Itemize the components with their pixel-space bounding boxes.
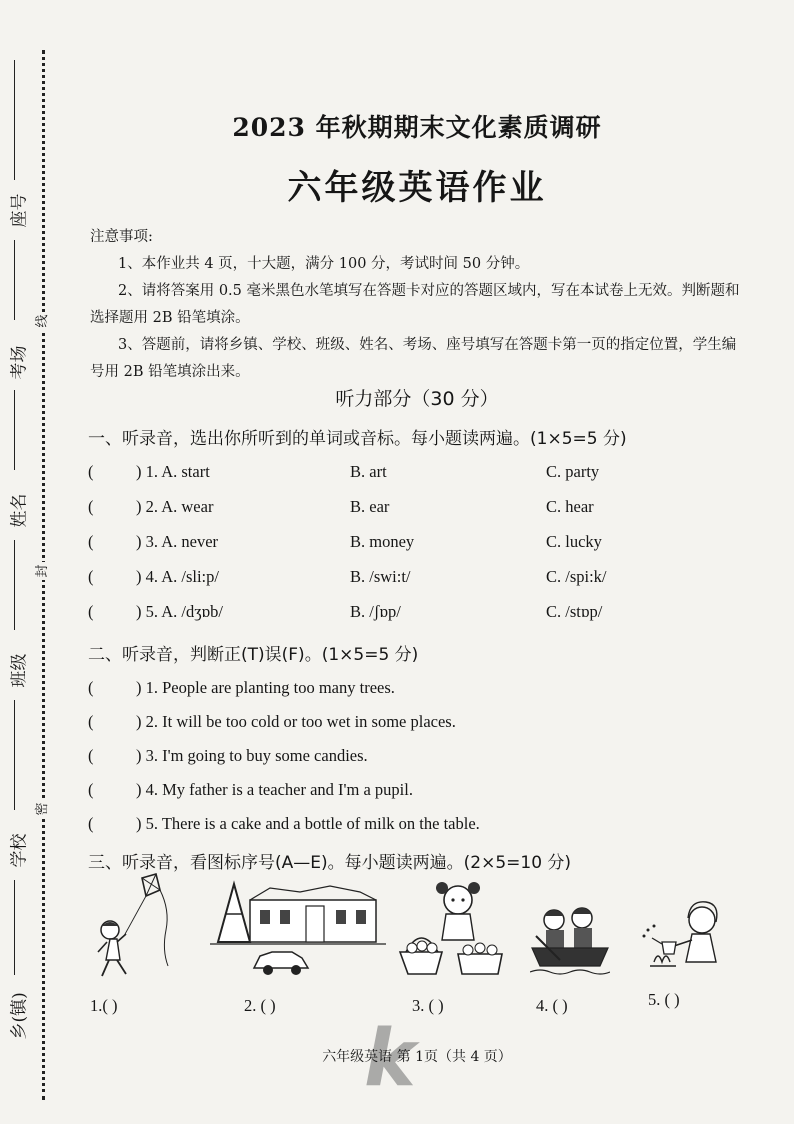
picture-answer-5[interactable]: 5. ( ) bbox=[648, 990, 680, 1009]
seal-word-secret: 密 bbox=[34, 800, 52, 818]
section1-question bbox=[88, 602, 748, 628]
seal-word-seal: 封 bbox=[34, 562, 52, 580]
town-line bbox=[14, 880, 15, 975]
answer-paren[interactable]: ( bbox=[88, 567, 94, 586]
class-line bbox=[14, 540, 15, 630]
picture-answer-1[interactable]: 1.( ) bbox=[90, 996, 118, 1015]
section2-question bbox=[88, 814, 748, 840]
statement-text: ) 5. There is a cake and a bottle of milk on the table. bbox=[136, 814, 480, 833]
option-a: ) 1. A. start bbox=[136, 462, 210, 481]
option-b: B. money bbox=[350, 532, 415, 551]
section3-heading: 三、听录音，看图标序号(A—E)。每小题读两遍。(2×5=10 分) bbox=[88, 853, 572, 873]
room-line bbox=[14, 240, 15, 320]
notes-block bbox=[90, 224, 750, 386]
statement-text: ) 3. I'm going to buy some candies. bbox=[136, 746, 368, 765]
answer-paren[interactable]: ( bbox=[88, 497, 94, 516]
note-item: 2、请将答案用 0.5 毫米黑色水笔填写在答题卡对应的答题区域内，写在本试卷上无效。判断题和选择题用 2B 铅笔填涂。 bbox=[90, 283, 740, 326]
option-a: ) 5. A. /dʒɒb/ bbox=[136, 602, 223, 621]
answer-paren[interactable]: ( bbox=[88, 712, 94, 731]
girl-watering-plant-icon bbox=[640, 870, 730, 982]
option-c: C. /spi:k/ bbox=[546, 567, 607, 586]
option-b: B. /swi:t/ bbox=[350, 567, 411, 586]
section2-question bbox=[88, 678, 748, 704]
option-b: B. ear bbox=[350, 497, 390, 516]
statement-text: ) 4. My father is a teacher and I'm a pupil. bbox=[136, 780, 413, 799]
children-rowing-boat-icon bbox=[530, 870, 610, 982]
school-line bbox=[14, 700, 15, 810]
town-label: 乡(镇) bbox=[9, 992, 30, 1040]
picture-answer-3[interactable]: 3. ( ) bbox=[412, 996, 444, 1015]
class-label: 班级 bbox=[9, 653, 30, 688]
picture-answer-2[interactable]: 2. ( ) bbox=[244, 996, 276, 1015]
option-b: B. /ʃɒp/ bbox=[350, 602, 401, 621]
section1-heading: 一、听录音，选出你所听到的单词或音标。每小题读两遍。(1×5=5 分) bbox=[88, 429, 627, 449]
option-b: B. art bbox=[350, 462, 387, 481]
section2-heading: 二、听录音，判断正(T)误(F)。(1×5=5 分) bbox=[88, 645, 419, 665]
name-label: 姓名 bbox=[9, 493, 30, 528]
section1-question bbox=[88, 462, 748, 488]
option-c: C. party bbox=[546, 462, 600, 481]
park-gate-and-car-icon bbox=[210, 870, 386, 982]
statement-text: ) 1. People are planting too many trees. bbox=[136, 678, 395, 697]
seal-word-line: 线 bbox=[34, 312, 52, 330]
girl-with-fruit-baskets-icon bbox=[396, 870, 506, 982]
option-a: ) 4. A. /sli:p/ bbox=[136, 567, 219, 586]
section2-question bbox=[88, 780, 748, 806]
answer-paren[interactable]: ( bbox=[88, 462, 94, 481]
note-item: 1、本作业共 4 页，十大题，满分 100 分，考试时间 50 分钟。 bbox=[118, 256, 530, 272]
option-c: C. /stɒp/ bbox=[546, 602, 603, 621]
option-a: ) 3. A. never bbox=[136, 532, 219, 551]
section1-question bbox=[88, 567, 748, 593]
section2-question bbox=[88, 712, 748, 738]
page-footer: 六年级英语 第 1页（共 4 页） bbox=[322, 1049, 512, 1065]
watermark-logo: k bbox=[364, 1014, 416, 1104]
note-item: 3、答题前，请将乡镇、学校、班级、姓名、考场、座号填写在答题卡第一页的指定位置，学生编号用 2B 铅笔填涂出来。 bbox=[90, 337, 737, 380]
answer-paren[interactable]: ( bbox=[88, 780, 94, 799]
seat-label: 座号 bbox=[9, 193, 30, 228]
picture-answer-4[interactable]: 4. ( ) bbox=[536, 996, 568, 1015]
section1-question bbox=[88, 532, 748, 558]
exam-room-label: 考场 bbox=[9, 345, 30, 380]
section1-question bbox=[88, 497, 748, 523]
statement-text: ) 2. It will be too cold or too wet in some places. bbox=[136, 712, 456, 731]
answer-paren[interactable]: ( bbox=[88, 746, 94, 765]
option-c: C. hear bbox=[546, 497, 594, 516]
option-a: ) 2. A. wear bbox=[136, 497, 214, 516]
answer-paren[interactable]: ( bbox=[88, 814, 94, 833]
kite-flying-boy-icon bbox=[90, 870, 180, 990]
exam-title: 2023 年秋期期末文化素质调研 bbox=[232, 113, 602, 142]
section2-question bbox=[88, 746, 748, 772]
school-label: 学校 bbox=[9, 833, 30, 868]
answer-paren[interactable]: ( bbox=[88, 532, 94, 551]
subject-title: 六年级英语作业 bbox=[287, 168, 547, 208]
answer-paren[interactable]: ( bbox=[88, 602, 94, 621]
answer-paren[interactable]: ( bbox=[88, 678, 94, 697]
option-c: C. lucky bbox=[546, 532, 602, 551]
notes-heading: 注意事项: bbox=[90, 229, 153, 245]
listening-part-heading: 听力部分（30 分） bbox=[335, 388, 499, 410]
